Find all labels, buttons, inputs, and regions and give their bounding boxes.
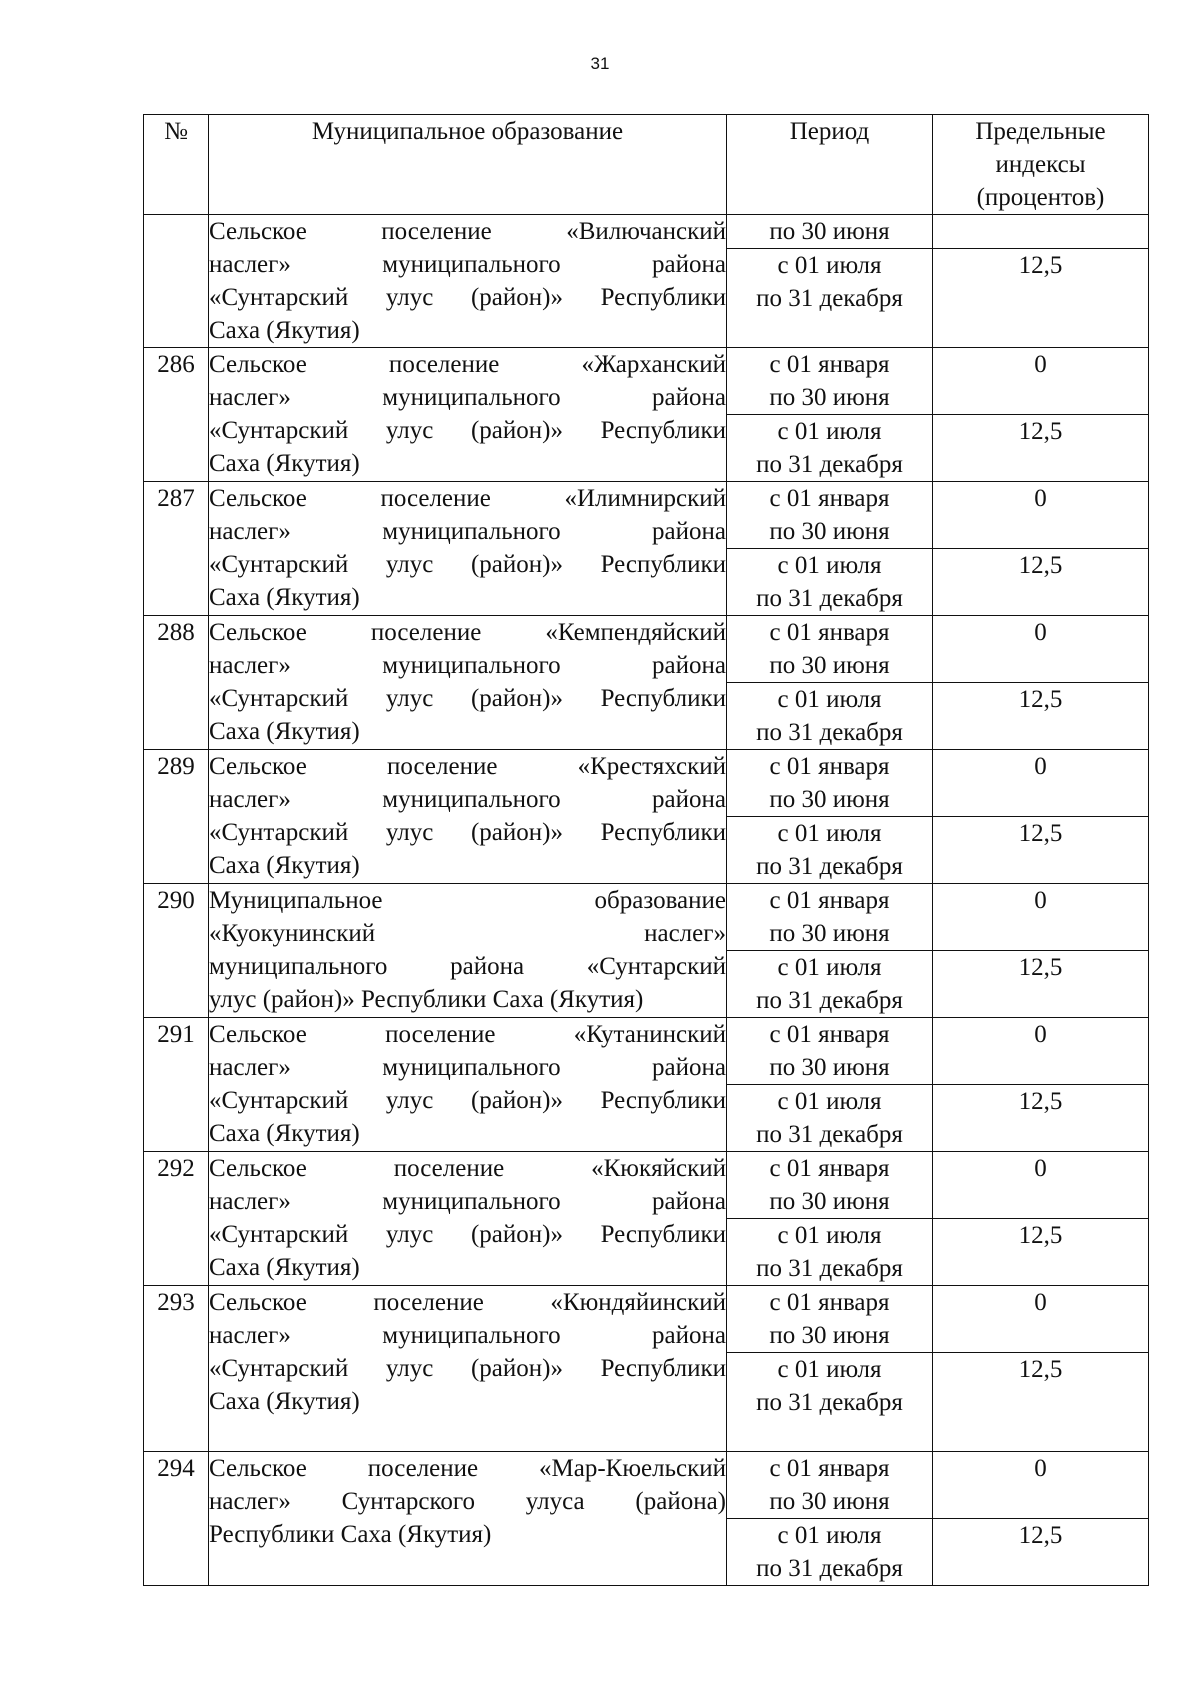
index-second-half: 12,5 (933, 1085, 1149, 1152)
municipality-name: Муниципальное образование «Куокунинский наслег» муниципального района «Сунтарский улус (район)» Республики Саха (Якутия) (209, 884, 727, 1018)
row-number: 294 (144, 1452, 209, 1586)
municipality-name: Сельское поселение «Крестяхский наслег» муниципального района «Сунтарский улус (район)» Республики Саха (Якутия) (209, 750, 727, 884)
table-row (144, 348, 1149, 415)
period-first-half: с 01 января по 30 июня (727, 884, 933, 951)
period-second-half: с 01 июля по 31 декабря (727, 683, 933, 750)
index-first-half: 0 (933, 750, 1149, 817)
table-row (144, 1018, 1149, 1085)
period-first-half: с 01 января по 30 июня (727, 482, 933, 549)
period-second-half: с 01 июля по 31 декабря (727, 249, 933, 348)
header-index: Предельные индексы (процентов) (933, 115, 1149, 215)
index-first-half (933, 215, 1149, 249)
table-row (144, 1286, 1149, 1353)
header-number: № (144, 115, 209, 215)
municipality-name: Сельское поселение «Кутанинский наслег» муниципального района «Сунтарский улус (район)» Республики Саха (Якутия) (209, 1018, 727, 1152)
period-first-half: по 30 июня (727, 215, 933, 249)
index-second-half: 12,5 (933, 1519, 1149, 1586)
index-second-half: 12,5 (933, 249, 1149, 348)
row-number: 287 (144, 482, 209, 616)
row-number (144, 215, 209, 348)
period-second-half: с 01 июля по 31 декабря (727, 415, 933, 482)
index-first-half: 0 (933, 1152, 1149, 1219)
index-first-half: 0 (933, 348, 1149, 415)
table-row (144, 215, 1149, 249)
index-second-half: 12,5 (933, 415, 1149, 482)
index-second-half: 12,5 (933, 951, 1149, 1018)
period-second-half: с 01 июля по 31 декабря (727, 1519, 933, 1586)
index-second-half: 12,5 (933, 549, 1149, 616)
municipality-name: Сельское поселение «Жарханский наслег» муниципального района «Сунтарский улус (район)» Республики Саха (Якутия) (209, 348, 727, 482)
period-second-half: с 01 июля по 31 декабря (727, 549, 933, 616)
period-first-half: с 01 января по 30 июня (727, 1452, 933, 1519)
index-first-half: 0 (933, 616, 1149, 683)
period-first-half: с 01 января по 30 июня (727, 1018, 933, 1085)
tariff-index-table (143, 114, 1149, 1586)
header-municipality: Муниципальное образование (209, 115, 727, 215)
row-number: 290 (144, 884, 209, 1018)
index-first-half: 0 (933, 1018, 1149, 1085)
index-second-half: 12,5 (933, 683, 1149, 750)
table-row (144, 616, 1149, 683)
table-row (144, 1452, 1149, 1519)
municipality-name: Сельское поселение «Кюкяйский наслег» муниципального района «Сунтарский улус (район)» Республики Саха (Якутия) (209, 1152, 727, 1286)
municipality-name: Сельское поселение «Мар-Кюельский наслег» Сунтарского улуса (района) Республики Саха (Якутия) (209, 1452, 727, 1586)
period-second-half: с 01 июля по 31 декабря (727, 1219, 933, 1286)
table-row (144, 750, 1149, 817)
period-first-half: с 01 января по 30 июня (727, 1152, 933, 1219)
period-second-half: с 01 июля по 31 декабря (727, 1085, 933, 1152)
index-second-half: 12,5 (933, 817, 1149, 884)
page-number: 31 (590, 54, 610, 73)
period-second-half: с 01 июля по 31 декабря (727, 1353, 933, 1452)
period-first-half: с 01 января по 30 июня (727, 1286, 933, 1353)
row-number: 288 (144, 616, 209, 750)
table-row (144, 1152, 1149, 1219)
municipality-name: Сельское поселение «Кюндяйинский наслег» муниципального района «Сунтарский улус (район)» Республики Саха (Якутия) (209, 1286, 727, 1452)
index-first-half: 0 (933, 884, 1149, 951)
index-second-half: 12,5 (933, 1353, 1149, 1452)
row-number: 291 (144, 1018, 209, 1152)
municipality-name: Сельское поселение «Илимнирский наслег» муниципального района «Сунтарский улус (район)» Республики Саха (Якутия) (209, 482, 727, 616)
table-row (144, 884, 1149, 951)
municipality-name: Сельское поселение «Вилючанский наслег» муниципального района «Сунтарский улус (район)» Республики Саха (Якутия) (209, 215, 727, 348)
row-number: 286 (144, 348, 209, 482)
row-number: 289 (144, 750, 209, 884)
period-second-half: с 01 июля по 31 декабря (727, 951, 933, 1018)
table-header-row (144, 115, 1149, 215)
period-second-half: с 01 июля по 31 декабря (727, 817, 933, 884)
period-first-half: с 01 января по 30 июня (727, 750, 933, 817)
index-first-half: 0 (933, 1286, 1149, 1353)
index-first-half: 0 (933, 482, 1149, 549)
header-period: Период (727, 115, 933, 215)
row-number: 293 (144, 1286, 209, 1452)
row-number: 292 (144, 1152, 209, 1286)
municipality-name: Сельское поселение «Кемпендяйский наслег» муниципального района «Сунтарский улус (район)» Республики Саха (Якутия) (209, 616, 727, 750)
index-second-half: 12,5 (933, 1219, 1149, 1286)
index-first-half: 0 (933, 1452, 1149, 1519)
table-row (144, 482, 1149, 549)
period-first-half: с 01 января по 30 июня (727, 348, 933, 415)
period-first-half: с 01 января по 30 июня (727, 616, 933, 683)
